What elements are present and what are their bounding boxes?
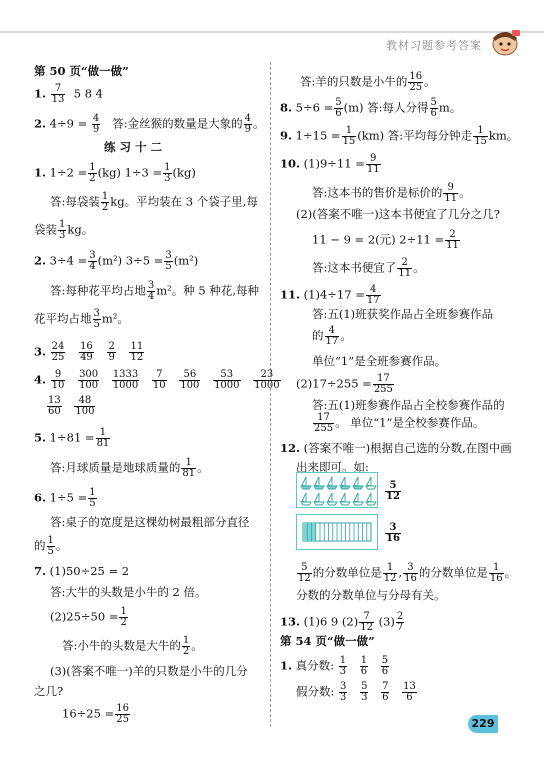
answer-line: 答:五(1)班获奖作品占全班参赛作品 bbox=[312, 307, 494, 321]
answer-line: 1. $\frac{7}{13}$ 5 8 4 bbox=[34, 83, 103, 105]
answer-line: (3)(答案不唯一)羊的只数是小牛的几分 bbox=[50, 664, 248, 678]
answer-line: 的 $\frac{4}{17}$ 。 bbox=[312, 325, 352, 347]
answer-line: 16÷25 = $\frac{16}{25}$ bbox=[62, 703, 129, 725]
answer-line: 的 $\frac{1}{5}$ 。 bbox=[34, 535, 68, 557]
figure-fraction-label: $\frac{5}{12}$ bbox=[386, 480, 400, 502]
answer-line: 花平均占地 $\frac{3}{5}$ m²。 bbox=[34, 308, 129, 330]
answer-line: 2. 3÷4 = $\frac{3}{4}$ (m²) 3÷5 = $\frac{3}{5}$ (m²) bbox=[34, 250, 199, 272]
page-number: 229 bbox=[468, 715, 498, 733]
answer-line: 出来即可。如: bbox=[296, 460, 369, 474]
answer-line: $\frac{17}{255}$ 。 单位“1”是全校参赛作品。 bbox=[314, 412, 485, 434]
answer-line: 答:大牛的头数是小牛的 2 倍。 bbox=[50, 585, 207, 599]
answer-line: 4. $\frac{9}{10}$ $\frac{300}{100}$ $\frac{1333}{1000}$ $\frac{7}{10}$ $\frac{56}{100}$ $\frac{53}{1000}$ $\frac{23}{1000}$ bbox=[34, 369, 280, 391]
answer-line: 13. (1)6 9 (2) $\frac{7}{12}$ (3) $\frac{2}{7}$ bbox=[280, 611, 404, 633]
answer-line: 11 − 9 = 2(元) 2÷11 = $\frac{2}{11}$ bbox=[312, 229, 459, 251]
answer-line: 答:小牛的头数是大牛的 $\frac{1}{2}$ 。 bbox=[62, 635, 203, 657]
answer-line: (2)17÷255 = $\frac{17}{255}$ bbox=[296, 373, 393, 395]
header-title: 教材习题参考答案 bbox=[386, 39, 482, 52]
answer-line: 8. 5÷6 = $\frac{5}{6}$ (m) 答:每人分得 $\frac{5}{6}$ m。 bbox=[280, 97, 462, 119]
answer-line: 3. $\frac{24}{25}$ $\frac{16}{49}$ $\frac{2}{9}$ $\frac{11}{12}$ bbox=[34, 341, 144, 363]
answer-line: 假分数: $\frac{3}{3}$ $\frac{5}{3}$ $\frac{7}{6}$ $\frac{13}{6}$ bbox=[296, 681, 416, 703]
answer-line: 答:每种花平均占地 $\frac{3}{4}$ m²。种 5 种花,每种 bbox=[50, 280, 260, 302]
answer-line: $\frac{13}{60}$ $\frac{48}{100}$ bbox=[48, 395, 95, 417]
section-title: 第 54 页“做一做” bbox=[280, 634, 375, 648]
answer-line: 答:羊的只数是小牛的 $\frac{16}{25}$ 。 bbox=[300, 71, 436, 93]
answer-line: (2)(答案不唯一)这本书便宜了几分之几? bbox=[296, 207, 500, 221]
answer-line: 11. (1)4÷17 = $\frac{4}{17}$ bbox=[280, 284, 380, 306]
answer-line: 答:月球质量是地球质量的 $\frac{1}{81}$ 。 bbox=[50, 457, 209, 479]
figure-fraction-label: $\frac{3}{16}$ bbox=[386, 522, 400, 544]
answer-line: 答:五(1)班参赛作品占全校参赛作品的 bbox=[312, 398, 505, 412]
answer-line: 5. 1÷81 = $\frac{1}{81}$ bbox=[34, 427, 110, 449]
answer-line: 12. (答案不唯一)根据自己选的分数,在图中画 bbox=[280, 441, 512, 455]
column-divider bbox=[270, 62, 271, 727]
section-title: 练 习 十 二 bbox=[104, 140, 163, 154]
answer-line: 6. 1÷5 = $\frac{1}{5}$ bbox=[34, 487, 96, 509]
fraction-figure-rectangle bbox=[296, 514, 378, 550]
answer-line: 1. 1÷2 = $\frac{1}{2}$ (kg) 1÷3 = $\frac{1}{3}$ (kg) bbox=[34, 162, 196, 184]
answer-line: 答:这本书的售价是标价的 $\frac{9}{11}$ 。 bbox=[312, 182, 471, 204]
answer-line: 分数的分数单位与分母有关。 bbox=[296, 588, 446, 602]
answer-line: 7. (1)50÷25 = 2 bbox=[34, 564, 130, 578]
answer-line: 10. (1)9÷11 = $\frac{9}{11}$ bbox=[280, 153, 380, 175]
header-bar bbox=[0, 31, 544, 33]
fraction-figure-boats bbox=[296, 472, 378, 508]
answer-line: 答:桌子的宽度是这棵幼树最粗部分直径 bbox=[50, 515, 250, 529]
answer-line: 1. 真分数: $\frac{1}{3}$ $\frac{1}{6}$ $\frac{5}{6}$ bbox=[280, 655, 389, 677]
mascot-logo bbox=[488, 26, 522, 58]
answer-line: 答:每袋装 $\frac{1}{2}$ kg。平均装在 3 个袋子里,每 bbox=[50, 191, 258, 213]
answer-line: 2. 4÷9 = $\frac{4}{9}$ 答:金丝猴的数量是大象的 $\frac{4}{9}$ 。 bbox=[34, 113, 265, 135]
answer-line: $\frac{5}{12}$ 的分数单位是 $\frac{1}{12}$ , $\frac{3}{16}$ 的分数单位是 $\frac{1}{16}$ 。 bbox=[298, 562, 517, 584]
answer-line: 答:这本书便宜了 $\frac{2}{11}$ 。 bbox=[312, 257, 425, 279]
answer-line: (2)25÷50 = $\frac{1}{2}$ bbox=[50, 606, 127, 628]
answer-line: 袋装 $\frac{1}{3}$ kg。 bbox=[34, 219, 94, 241]
answer-line: 9. 1÷15 = $\frac{1}{15}$ (km) 答:平均每分钟走 $\frac{1}{15}$ km。 bbox=[280, 125, 519, 147]
answer-line: 之几? bbox=[34, 684, 64, 698]
answer-line: 单位“1”是全班参赛作品。 bbox=[312, 354, 447, 368]
section-title: 第 50 页“做一做” bbox=[34, 64, 129, 78]
